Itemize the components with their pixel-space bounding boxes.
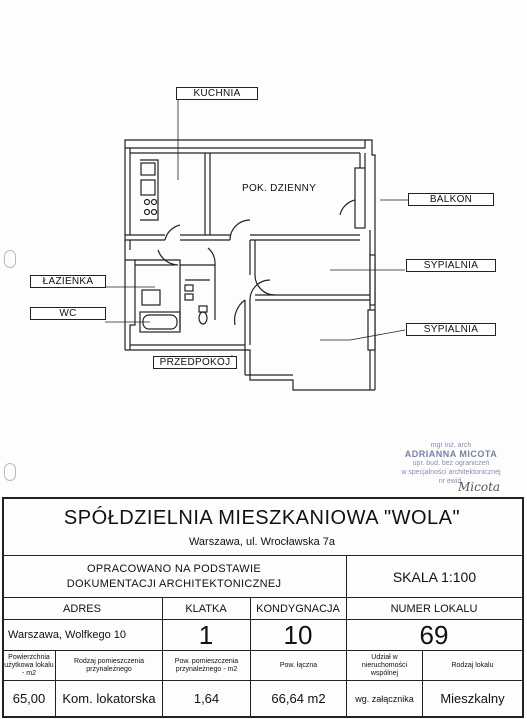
header-adres: ADRES <box>63 602 101 615</box>
label-przedpokoj: PRZEDPOKÓJ <box>153 356 237 369</box>
value-rodzaj-pom: Kom. lokatorska <box>62 691 156 706</box>
header-klatka: KLATKA <box>185 602 227 615</box>
stamp-line-3: upr. bud. bez ograniczeń <box>412 460 490 467</box>
scale: SKALA 1:100 <box>392 569 477 585</box>
label-wc: WC <box>30 307 106 320</box>
punch-hole-bottom <box>4 463 16 481</box>
value-pow-pom: 1,64 <box>193 691 220 706</box>
label-pok-dzienny: POK. DZIENNY <box>242 183 317 194</box>
prepared-line-2: DOKUMENTACJI ARCHITEKTONICZNEJ <box>66 578 282 590</box>
header-rodzaj-pom: Rodzaj pomieszczenia przynależnego <box>73 657 145 673</box>
header-udzial: Udział w nieruchomości wspólnej <box>361 653 408 677</box>
label-kuchnia: KUCHNIA <box>176 87 258 100</box>
value-adres: Warszawa, Wolfkego 10 <box>8 629 126 641</box>
value-pow-uzytkowa: 65,00 <box>12 691 46 706</box>
value-pow-laczna: 66,64 m2 <box>271 691 326 706</box>
header-pow-laczna: Pow. łączna <box>279 662 318 669</box>
value-klatka: 1 <box>198 619 214 650</box>
value-kondygnacja: 10 <box>283 619 313 650</box>
stamp-line-4: w specjalności architektonicznej <box>401 469 501 476</box>
label-sypialnia-1: SYPIALNIA <box>406 259 496 272</box>
label-lazienka: ŁAZIENKA <box>30 275 106 288</box>
stamp-name: ADRIANNA MICOTA <box>404 449 498 459</box>
prepared-note <box>2 559 346 595</box>
prepared-line-1: OPRACOWANO NA PODSTAWIE <box>87 563 261 575</box>
stamp-line-5: nr ewid. <box>438 478 464 485</box>
header-kondygnacja: KONDYGNACJA <box>256 602 340 615</box>
signature: Micota <box>458 480 501 494</box>
title-block <box>0 497 527 719</box>
header-pow-uzytkowa: Powierzchnia użytkowa lokalu - m2 <box>4 653 54 677</box>
header-rodzaj-lokalu: Rodzaj lokalu <box>451 662 494 669</box>
label-sypialnia-2: SYPIALNIA <box>406 323 496 336</box>
value-rodzaj-lokalu: Mieszkalny <box>440 691 505 706</box>
value-udzial: wg. załącznika <box>355 693 414 704</box>
value-numer-lokalu: 69 <box>419 619 449 650</box>
header-numer-lokalu: NUMER LOKALU <box>390 602 478 615</box>
cooperative-name: SPÓŁDZIELNIA MIESZKANIOWA "WOLA" <box>63 506 461 529</box>
header-pow-pom: Pow. pomieszczenia przynależnego - m2 <box>174 657 239 673</box>
label-balkon: BALKON <box>408 193 494 206</box>
stamp-line-1: mgr inż. arch <box>430 442 472 449</box>
punch-hole-top <box>4 250 16 268</box>
architect-stamp <box>376 441 526 486</box>
cooperative-address: Warszawa, ul. Wrocławska 7a <box>188 536 336 548</box>
